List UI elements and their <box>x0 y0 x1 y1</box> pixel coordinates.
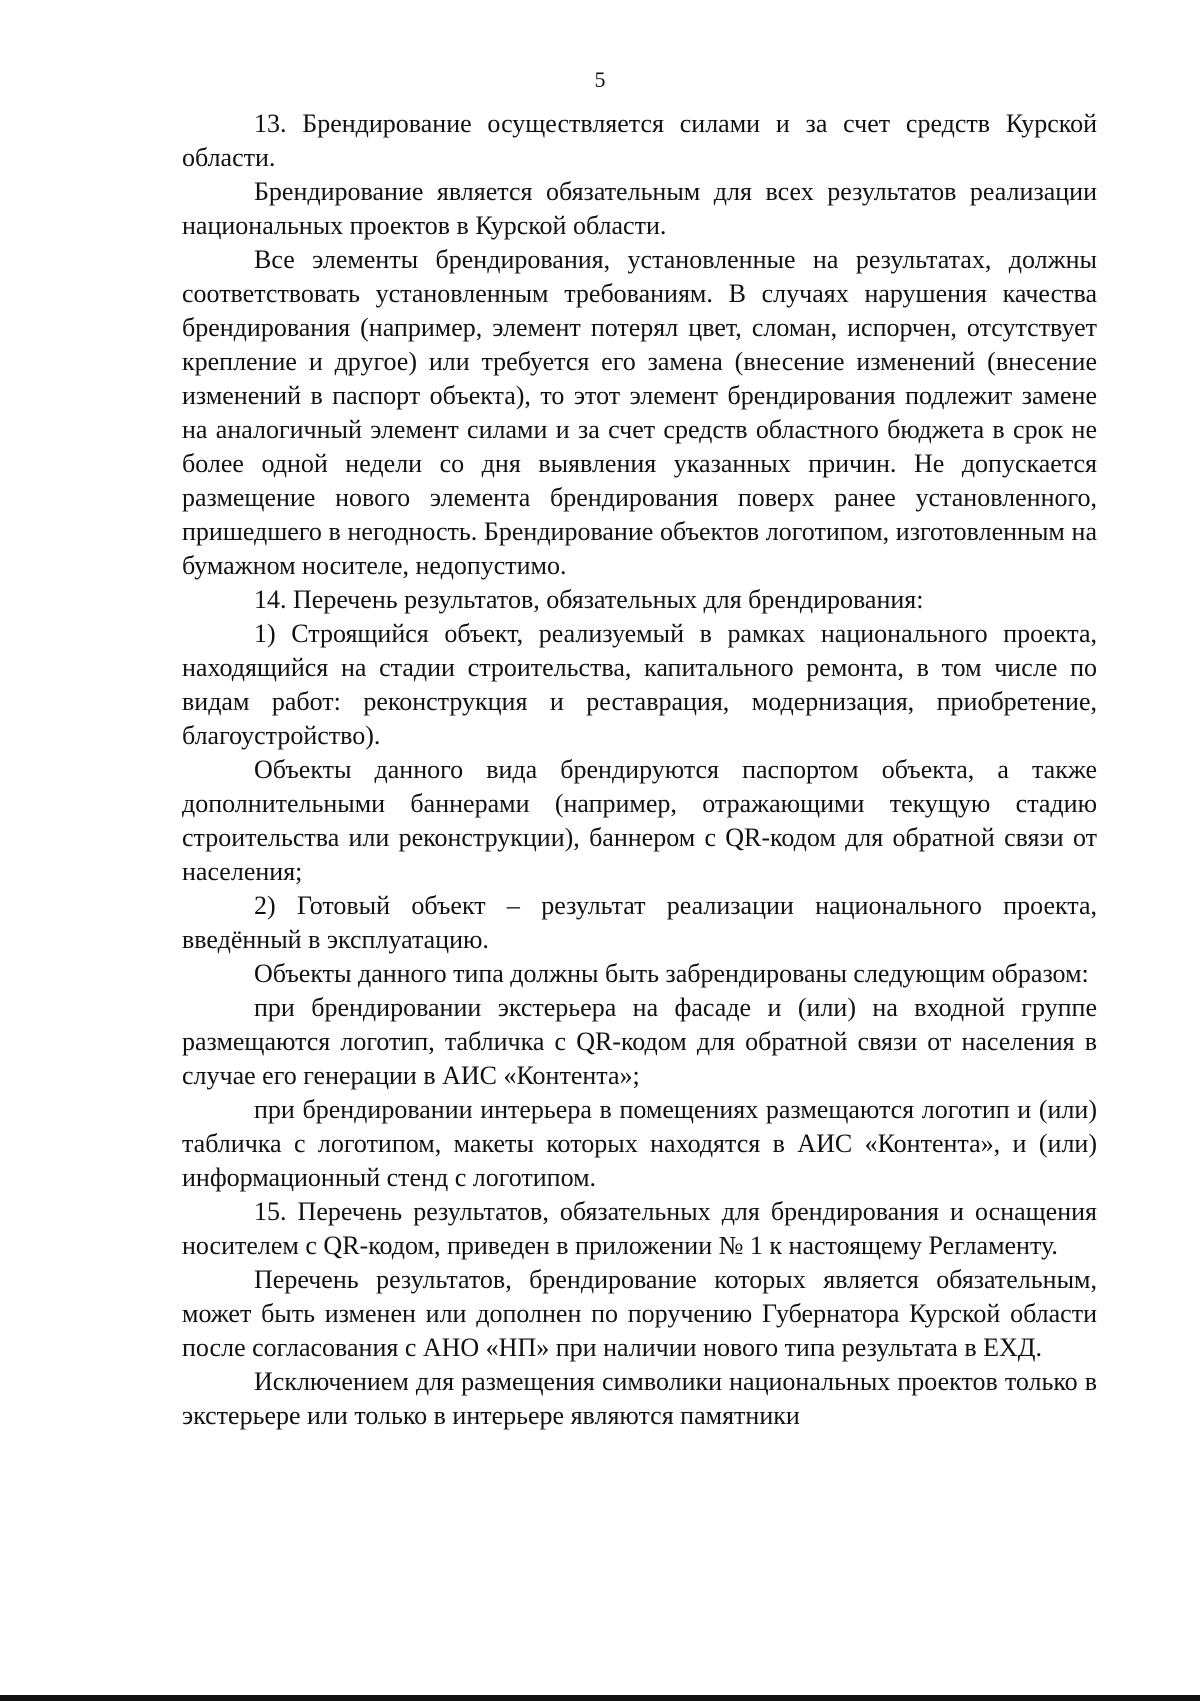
paragraph-exceptions: Исключением для размещения символики национальных проектов только в экстерьере или только в интерьере являются памятники <box>182 1367 1097 1430</box>
document-body <box>182 107 1097 1433</box>
paragraph-13-branding-funding: 13. Брендирование осуществляется силами и за счет средств Курской области. <box>182 109 1097 172</box>
paragraph-item-2-finished-object: 2) Готовый объект – результат реализации национального проекта, введённый в эксплуатацию. <box>182 891 1097 954</box>
paragraph-item-1-under-construction: 1) Строящийся объект, реализуемый в рамках национального проекта, находящийся на стадии строительства, капитального ремонта, в том числе по видам работ: реконструкция и реставрация, модернизация, приобретение, благоустройство). <box>182 619 1097 750</box>
page-number: 5 <box>594 67 606 92</box>
paragraph-15-qr-results-list: 15. Перечень результатов, обязательных для брендирования и оснащения носителем с QR-кодом, приведен в приложении № 1 к настоящему Регламенту. <box>182 1197 1097 1260</box>
paragraph-branding-mandatory: Брендирование является обязательным для всех результатов реализации национальных проектов в Курской области. <box>182 177 1097 240</box>
paragraph-14-results-list: 14. Перечень результатов, обязательных для брендирования: <box>254 585 924 614</box>
paragraph-exterior-branding: при брендировании экстерьера на фасаде и (или) на входной группе размещаются логотип, табличка с QR-кодом для обратной связи от населения в случае его генерации в АИС «Контента»; <box>182 993 1097 1090</box>
paragraph-item-2-branding-manner: Объекты данного типа должны быть забрендированы следующим образом: <box>254 959 1089 988</box>
paragraph-list-changes: Перечень результатов, брендирование которых является обязательным, может быть изменен или дополнен по поручению Губернатора Курской области после согласования с АНО «НП» при наличии нового типа результата в ЕХД. <box>182 1265 1097 1362</box>
paragraph-branding-requirements: Все элементы брендирования, установленные на результатах, должны соответствовать установленным требованиям. В случаях нарушения качества брендирования (например, элемент потерял цвет, сломан, испорчен, отсутствует крепление и другое) или требуется его замена (внесение изменений (внесение изменений в паспорт объекта), то этот элемент брендирования подлежит замене на аналогичный элемент силами и за счет средств областного бюджета в срок не более одной недели со дня выявления указанных причин. Не допускается размещение нового элемента брендирования поверх ранее установленного, пришедшего в негодность. Брендирование объектов логотипом, изготовленным на бумажном носителе, недопустимо. <box>182 245 1097 580</box>
page-bottom-border <box>0 1695 1200 1701</box>
paragraph-interior-branding: при брендировании интерьера в помещениях размещаются логотип и (или) табличка с логотипом, макеты которых находятся в АИС «Контента», и (или) информационный стенд с логотипом. <box>182 1095 1097 1192</box>
paragraph-item-1-branding-means: Объекты данного вида брендируются паспортом объекта, а также дополнительными баннерами (например, отражающими текущую стадию строительства или реконструкции), баннером с QR-кодом для обратной связи от населения; <box>182 755 1097 886</box>
